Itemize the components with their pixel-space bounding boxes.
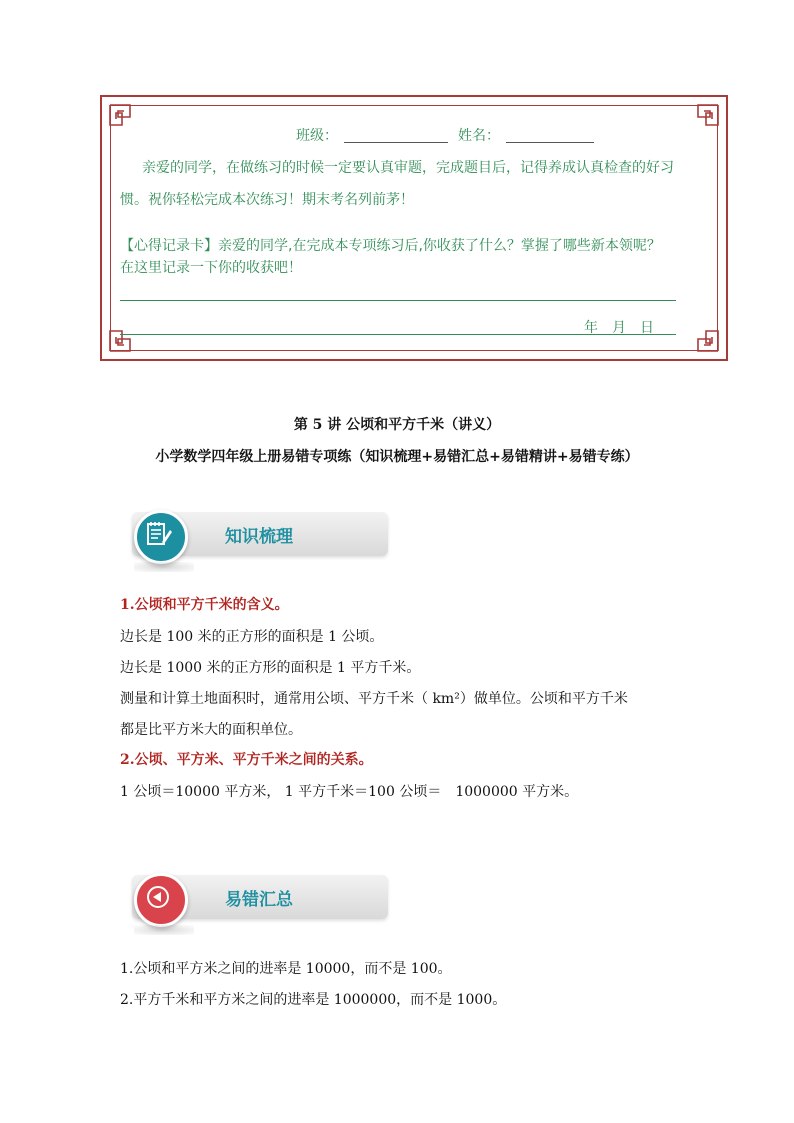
knowledge-line: 边长是 100 米的正方形的面积是 1 公顷。 bbox=[120, 629, 384, 645]
record-line-2: 在这里记录一下你的收获吧！ bbox=[120, 260, 302, 276]
knowledge-line: 测量和计算土地面积时，通常用公顷、平方千米（ km²）做单位。公顷和平方千米 bbox=[120, 691, 628, 707]
banner-label: 易错汇总 bbox=[225, 890, 293, 910]
greeting-line-2: 惯。祝你轻松完成本次练习！期末考名列前茅！ bbox=[120, 192, 414, 208]
lesson-subtitle: 小学数学四年级上册易错专项练（知识梳理+易错汇总+易错精讲+易错专练） bbox=[155, 449, 639, 465]
date-text: 年 月 日 bbox=[584, 320, 654, 336]
mistake-line: 2.平方千米和平方米之间的进率是 1000000，而不是 1000。 bbox=[120, 992, 507, 1008]
corner-ornament-icon bbox=[686, 319, 720, 353]
lesson-title: 第 5 讲 公顷和平方千米（讲义） bbox=[293, 417, 501, 433]
corner-ornament-icon bbox=[686, 103, 720, 137]
card-bottom-rule-right bbox=[518, 350, 658, 351]
class-label: 班级： bbox=[296, 128, 338, 144]
banner-shadow bbox=[134, 562, 194, 572]
knowledge-line: 边长是 1000 米的正方形的面积是 1 平方千米。 bbox=[120, 660, 421, 676]
name-label: 姓名： bbox=[458, 128, 500, 144]
corner-ornament-icon bbox=[108, 319, 142, 353]
record-write-line-1[interactable] bbox=[120, 300, 676, 301]
knowledge-heading-1: 1.公顷和平方千米的含义。 bbox=[120, 597, 289, 613]
card-bottom-rule-left bbox=[174, 350, 368, 351]
section-banner-knowledge bbox=[120, 510, 390, 560]
knowledge-heading-2: 2.公顷、平方米、平方千米之间的关系。 bbox=[120, 752, 373, 768]
greeting-line-1: 亲爱的同学，在做练习的时候一定要认真审题，完成题目后，记得养成认真检查的好习 bbox=[142, 160, 674, 176]
banner-circle bbox=[134, 510, 188, 564]
banner-circle bbox=[134, 873, 188, 927]
record-line-1: 【心得记录卡】亲爱的同学,在完成本专项练习后,你收获了什么？掌握了哪些新本领呢？ bbox=[120, 238, 661, 254]
name-input-line[interactable] bbox=[506, 142, 594, 143]
banner-shadow bbox=[134, 925, 194, 935]
corner-ornament-icon bbox=[108, 103, 142, 137]
record-card bbox=[100, 95, 728, 361]
record-write-line-2[interactable] bbox=[120, 334, 676, 335]
unit-relation-line: 1 公顷＝10000 平方米， 1 平方千米＝100 公顷＝ 1000000 平方米。 bbox=[120, 784, 579, 800]
knowledge-line: 都是比平方米大的面积单位。 bbox=[120, 722, 302, 738]
section-banner-mistakes bbox=[120, 873, 390, 923]
banner-label: 知识梳理 bbox=[225, 527, 293, 547]
class-input-line[interactable] bbox=[344, 142, 448, 143]
mistake-line: 1.公顷和平方米之间的进率是 10000，而不是 100。 bbox=[120, 961, 452, 977]
play-back-icon bbox=[134, 873, 182, 921]
notepad-pen-icon bbox=[134, 510, 182, 558]
